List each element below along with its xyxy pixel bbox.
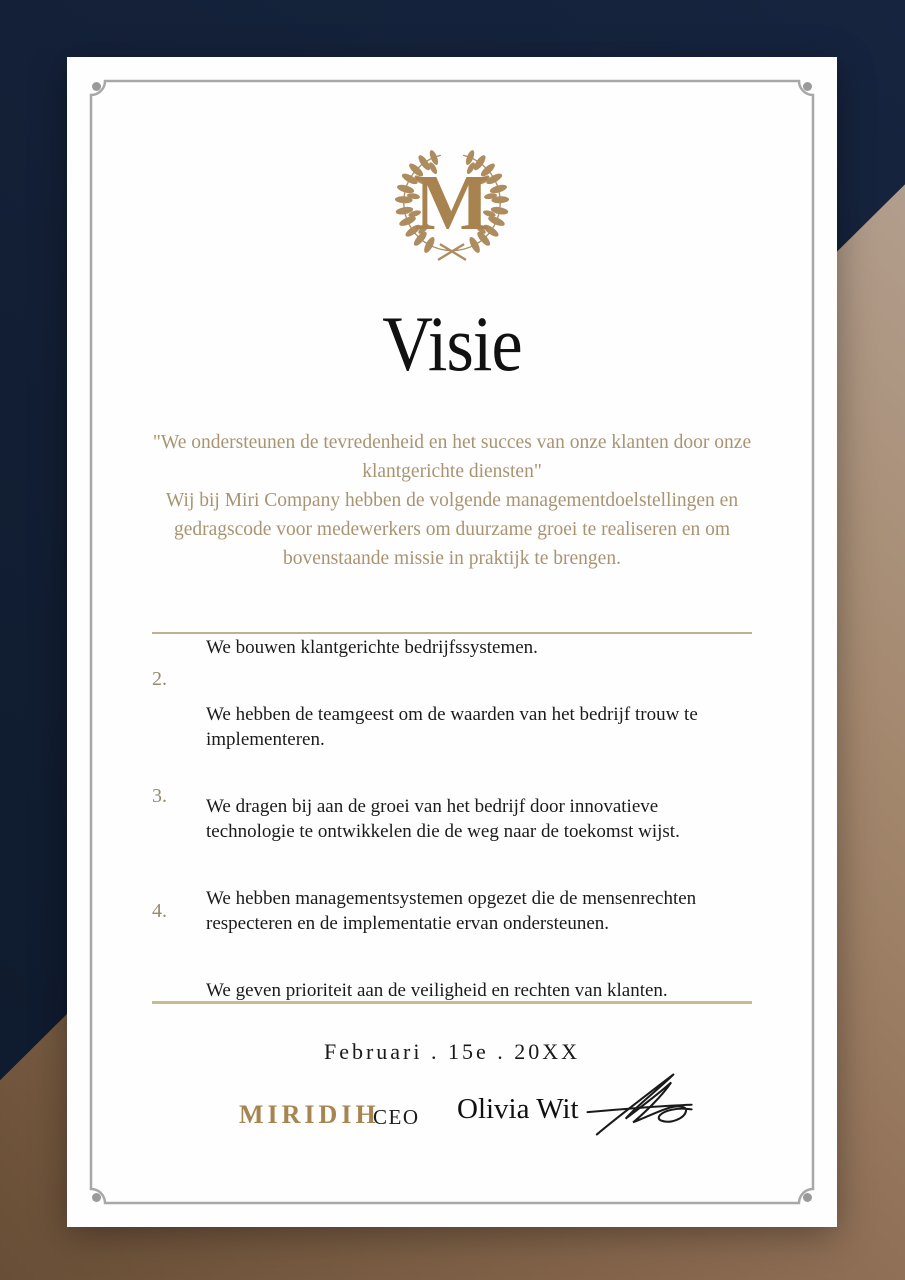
- list-item-text: We geven prioriteit aan de veiligheid en rechten van klanten.: [206, 980, 668, 1001]
- signer-name: Olivia Wit: [457, 1093, 579, 1125]
- certificate-page: [67, 57, 837, 1227]
- laurel-wreath-icon: [387, 147, 517, 265]
- corner-dot-icon: [803, 1193, 812, 1202]
- divider-bottom: [152, 1001, 752, 1004]
- page-title: Visie: [382, 300, 522, 387]
- list-item-number: 3.: [152, 785, 167, 807]
- list-item-number: 4.: [152, 900, 167, 922]
- list-item-text: We dragen bij aan de groei van het bedrijf door innovatieve technologie te ontwikkelen die de weg naar de toekomst wijst.: [206, 796, 680, 842]
- list-item-number: 2.: [152, 668, 167, 690]
- corner-dot-icon: [92, 1193, 101, 1202]
- company-name: MIRIDIH: [239, 1100, 380, 1129]
- list-item-text: We hebben de teamgeest om de waarden van het bedrijf trouw te implementeren.: [206, 704, 698, 750]
- document-date: Februari . 15e . 20XX: [323, 1039, 581, 1064]
- signature-icon: [582, 1065, 712, 1150]
- list-item-text: We hebben managementsystemen opgezet die de mensenrechten respecteren en de implementatie ervan ondersteunen.: [206, 888, 697, 934]
- corner-dot-icon: [803, 82, 812, 91]
- list-item-text: We bouwen klantgerichte bedrijfssystemen.: [206, 637, 538, 658]
- divider-top: [152, 632, 752, 634]
- corner-dot-icon: [92, 82, 101, 91]
- mission-statement: [142, 428, 762, 573]
- logo-letter: M: [414, 159, 490, 248]
- mission-quote: "We ondersteunen de tevredenheid en het succes van onze klanten door onze klantgerichte diensten": [152, 432, 752, 482]
- mission-intro: Wij bij Miri Company hebben de volgende managementdoelstellingen en gedragscode voor medewerkers om duurzame groei te realiseren en om bovenstaande missie in praktijk te brengen.: [165, 490, 739, 569]
- signer-role: CEO: [373, 1105, 420, 1129]
